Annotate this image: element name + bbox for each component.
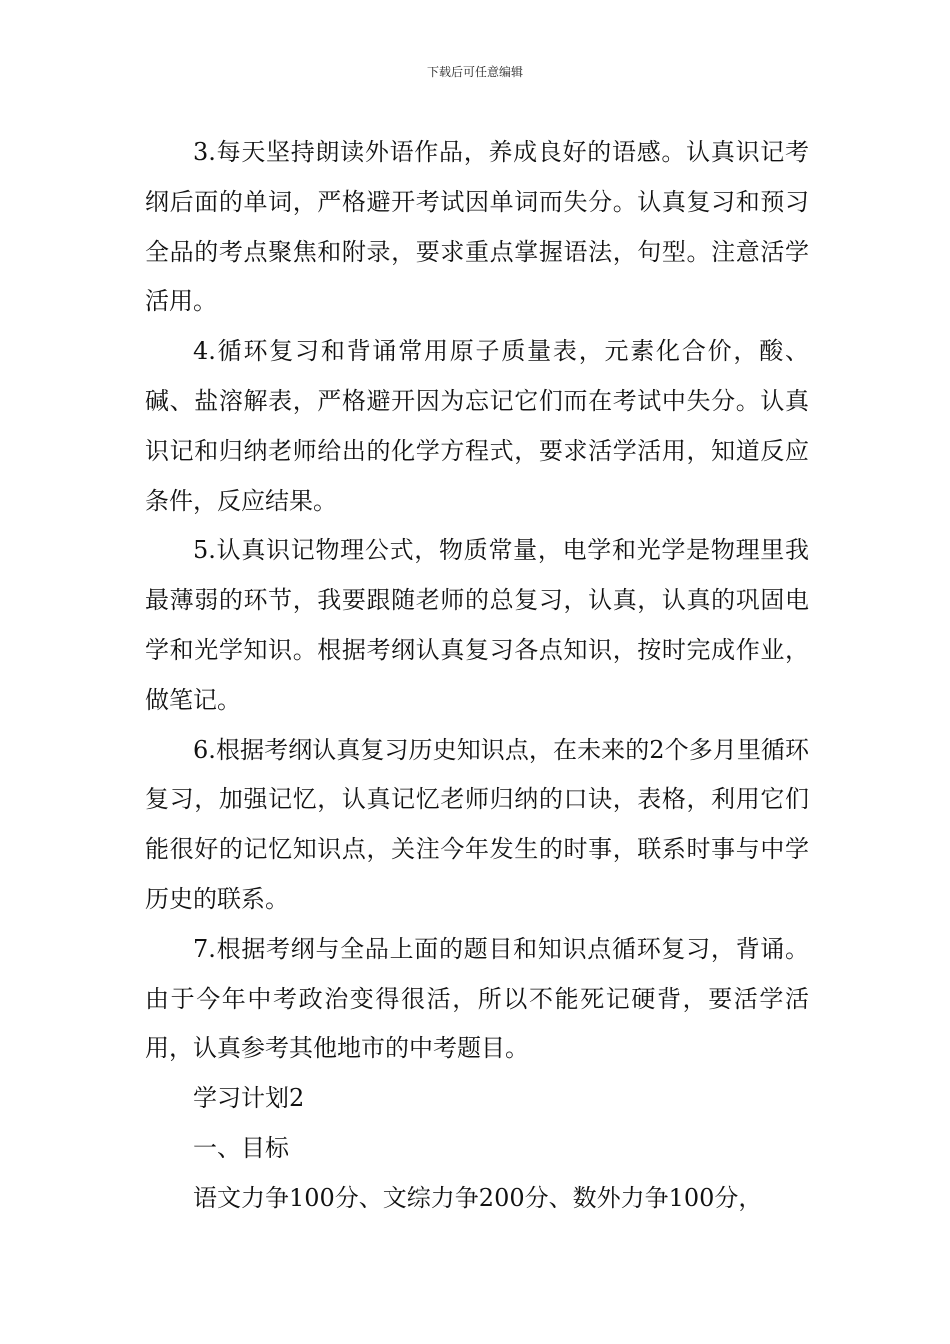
paragraph-item-4: 4.循环复习和背诵常用原子质量表，元素化合价，酸、碱、盐溶解表，严格避开因为忘记它们而在考试中失分。认真识记和归纳老师给出的化学方程式，要求活学活用，知道反应条件，反应结果。 <box>145 337 809 515</box>
paragraph-item-5: 5.认真识记物理公式，物质常量，电学和光学是物理里我最薄弱的环节，我要跟随老师的总复习，认真，认真的巩固电学和光学知识。根据考纲认真复习各点知识，按时完成作业，做笔记。 <box>145 536 809 714</box>
document-body <box>145 128 809 1224</box>
paragraph-goals-text: 语文力争100分、文综力争200分、数外力争100分， <box>193 1183 763 1212</box>
subheading-goals: 一、目标 <box>193 1133 289 1162</box>
section-heading-study-plan-2: 学习计划2 <box>193 1084 305 1113</box>
paragraph-item-6: 6.根据考纲认真复习历史知识点，在未来的2个多月里循环复习，加强记忆，认真记忆老师归纳的口诀，表格，利用它们能很好的记忆知识点，关注今年发生的时事，联系时事与中学历史的联系。 <box>145 735 809 913</box>
page-header: 下载后可任意编辑 <box>426 65 523 79</box>
paragraph-item-7: 7.根据考纲与全品上面的题目和知识点循环复习，背诵。由于今年中考政治变得很活，所以不能死记硬背，要活学活用，认真参考其他地市的中考题目。 <box>145 934 809 1063</box>
paragraph-item-3: 3.每天坚持朗读外语作品，养成良好的语感。认真识记考纲后面的单词，严格避开考试因单词而失分。认真复习和预习全品的考点聚焦和附录，要求重点掌握语法，句型。注意活学活用。 <box>145 138 809 316</box>
